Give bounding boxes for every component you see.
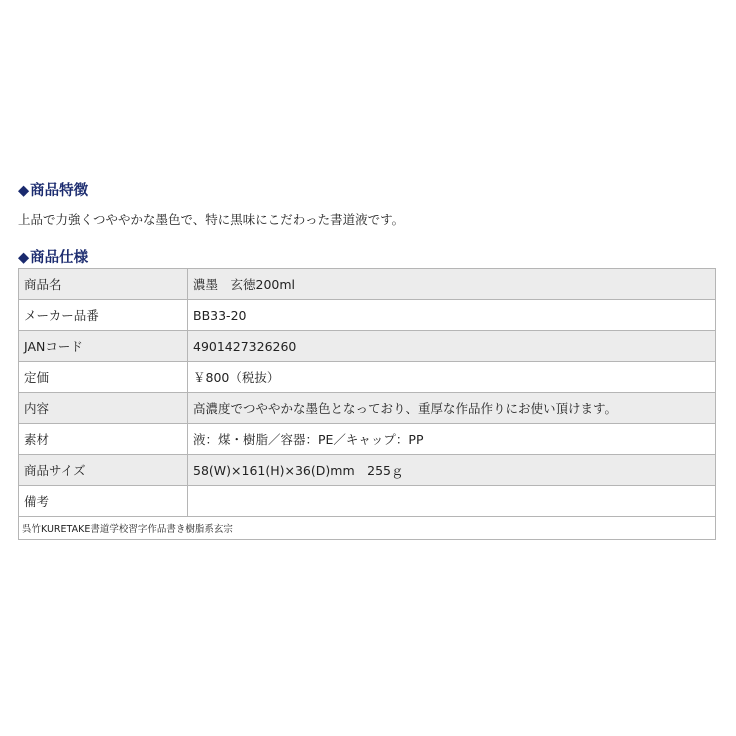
features-description: 上品で力強くつややかな墨色で、特に黒味にこだわった書道液です。 [18,212,405,227]
features-heading-text: 商品特徴 [30,183,89,199]
row-label: メーカー品番 [19,300,188,331]
row-value: 高濃度でつややかな墨色となっており、重厚な作品作りにお使い頂けます。 [188,393,716,424]
spec-heading [18,249,88,267]
row-label: 定価 [19,362,188,393]
spec-table [18,268,716,540]
row-value: 液：煤・樹脂／容器：PE／キャップ：PP [188,424,716,455]
row-label: JANコード [19,331,188,362]
row-value [188,486,716,517]
row-label: 備考 [19,486,188,517]
row-value: 濃墨 玄徳200ml [188,269,716,300]
row-label: 内容 [19,393,188,424]
table-row [19,362,716,393]
table-row [19,455,716,486]
features-heading [18,182,88,200]
row-value: BB33-20 [188,300,716,331]
table-row [19,424,716,455]
row-value: 58(W)×161(H)×36(D)mm 255ｇ [188,455,716,486]
row-label: 素材 [19,424,188,455]
row-label: 商品名 [19,269,188,300]
table-row [19,486,716,517]
table-row [19,517,716,540]
table-row [19,331,716,362]
table-row [19,269,716,300]
spec-heading-text: 商品仕様 [30,250,89,266]
table-row [19,393,716,424]
footnote: 呉竹KURETAKE書道学校習字作品書き樹脂系玄宗 [19,517,716,540]
row-value: ￥800（税抜） [188,362,716,393]
table-row [19,300,716,331]
row-label: 商品サイズ [19,455,188,486]
diamond-bullet-icon: ◆ [18,250,30,266]
row-value: 4901427326260 [188,331,716,362]
diamond-bullet-icon: ◆ [18,183,30,199]
